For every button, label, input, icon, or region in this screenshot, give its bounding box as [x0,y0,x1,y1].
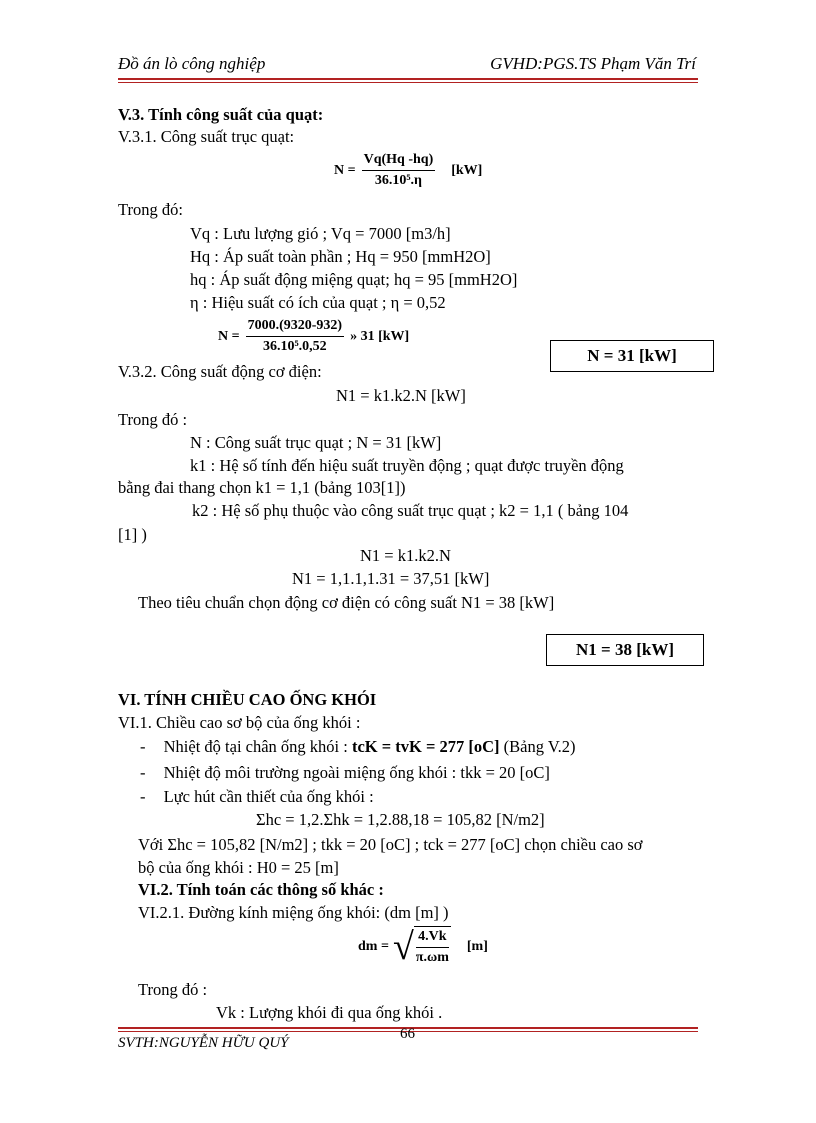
para-height-line2: bộ của ống khói : H0 = 25 [m] [138,858,339,877]
radical-sign: √ [392,926,414,968]
formula-unit: [kW] [451,162,483,178]
sqrt-lhs: dm = [358,939,389,954]
formula-fraction [362,150,436,191]
bullet-dash: - [140,763,146,782]
def-hq-dynamic: hq : Áp suất động miệng quạt; hq = 95 [mmH2O] [190,270,518,289]
bullet-1-text: Nhiệt độ tại chân ống khói : [163,737,348,756]
formula-diameter [358,926,488,968]
def-k1-line2: bằng đai thang chọn k1 = 1,1 (bảng 103[1]) [118,478,406,497]
header-rule [118,78,698,80]
def-efficiency: η : Hiệu suất có ích của quạt ; η = 0,52 [190,293,446,312]
def-n: N : Công suất trục quạt ; N = 31 [kW] [190,433,442,452]
calc-fraction [246,316,345,357]
bullet-3-text: Lực hút cần thiết của ống khói : [163,787,374,806]
def-vk: Vk : Lượng khói đi qua ống khói . [216,1003,443,1022]
formula-numerator: Vq(Hq -hq) [362,150,436,171]
def-hq-total: Hq : Áp suất toàn phần ; Hq = 950 [mmH2O] [190,247,491,266]
bullet-3 [140,787,374,807]
formula-fan-power [334,150,482,191]
bullet-2-text: Nhiệt độ môi trường ngoài miệng ống khói : tkk = 20 [oC] [163,763,550,782]
bullet-1-tail: (Bảng V.2) [503,737,576,756]
header-left: Đồ án lò công nghiệp [118,54,266,73]
sqrt-denominator: π.ωm [415,950,449,965]
motor-conclusion: Theo tiêu chuẩn chọn động cơ điện có công suất N1 = 38 [kW] [138,593,555,612]
def-k1-line1: k1 : Hệ số tính đến hiệu suất truyền động ; quạt được truyền động [190,456,624,475]
formula-denominator: 36.10⁵.η [374,173,422,188]
subsection-vi2: VI.2. Tính toán các thông số khác : [138,880,384,899]
bullet-2 [140,763,550,783]
bullet-1 [140,737,575,757]
calc-fan-power [218,316,409,357]
section-title-vi: VI. TÍNH CHIỀU CAO ỐNG KHÓI [118,690,377,709]
sqrt-fraction [414,926,451,968]
formula-n1: N1 = k1.k2.N [360,546,451,565]
bullet-1-formula: tcK = tvK = 277 [oC] [351,737,500,756]
def-k2-line2: [1] ) [118,525,147,544]
bullet-dash: - [140,787,146,806]
sqrt-radical [393,926,451,968]
subsection-vi1: VI.1. Chiều cao sơ bộ của ống khói : [118,713,361,732]
header-right: GVHD:PGS.TS Phạm Văn Trí [490,54,696,73]
where-label: Trong đó: [118,200,183,219]
header-rule-thin [118,82,698,83]
calc-numerator: 7000.(9320-932) [246,316,345,337]
result-box-fan-power: N = 31 [kW] [550,340,714,372]
subsection-v31: V.3.1. Công suất trục quạt: [118,127,295,146]
bullet-dash: - [140,737,146,756]
calc-lhs: N = [218,328,240,344]
formula-draft: Σhc = 1,2.Σhk = 1,2.88,18 = 105,82 [N/m2] [256,810,545,829]
sqrt-unit: [m] [466,939,488,954]
sqrt-numerator: 4.Vk [416,927,448,948]
page-number: 66 [400,1026,415,1042]
formula-n1-calc: N1 = 1,1.1,1.31 = 37,51 [kW] [292,569,490,588]
result-box-motor-power: N1 = 38 [kW] [546,634,704,666]
formula-motor-power: N1 = k1.k2.N [kW] [336,386,466,405]
footer-left: SVTH:NGUYỄN HỮU QUÝ [118,1035,289,1051]
formula-lhs: N = [334,162,356,178]
section-title-v3: V.3. Tính công suất của quạt: [118,105,324,124]
where-label-3: Trong đó : [138,980,208,999]
subsection-vi21: VI.2.1. Đường kính miệng ống khói: (dm [m] ) [138,903,449,922]
subsection-v32: V.3.2. Công suất động cơ điện: [118,362,322,381]
calc-result: » 31 [kW] [350,328,410,344]
calc-denominator: 36.10⁵.0,52 [262,339,327,354]
def-k2-line1: k2 : Hệ số phụ thuộc vào công suất trục quạt ; k2 = 1,1 ( bảng 104 [192,501,629,520]
where-label-2: Trong đó : [118,410,188,429]
para-height-line1: Với Σhc = 105,82 [N/m2] ; tkk = 20 [oC] ; tck = 277 [oC] chọn chiều cao sơ [138,835,643,854]
def-vq: Vq : Lưu lượng gió ; Vq = 7000 [m3/h] [190,224,451,243]
